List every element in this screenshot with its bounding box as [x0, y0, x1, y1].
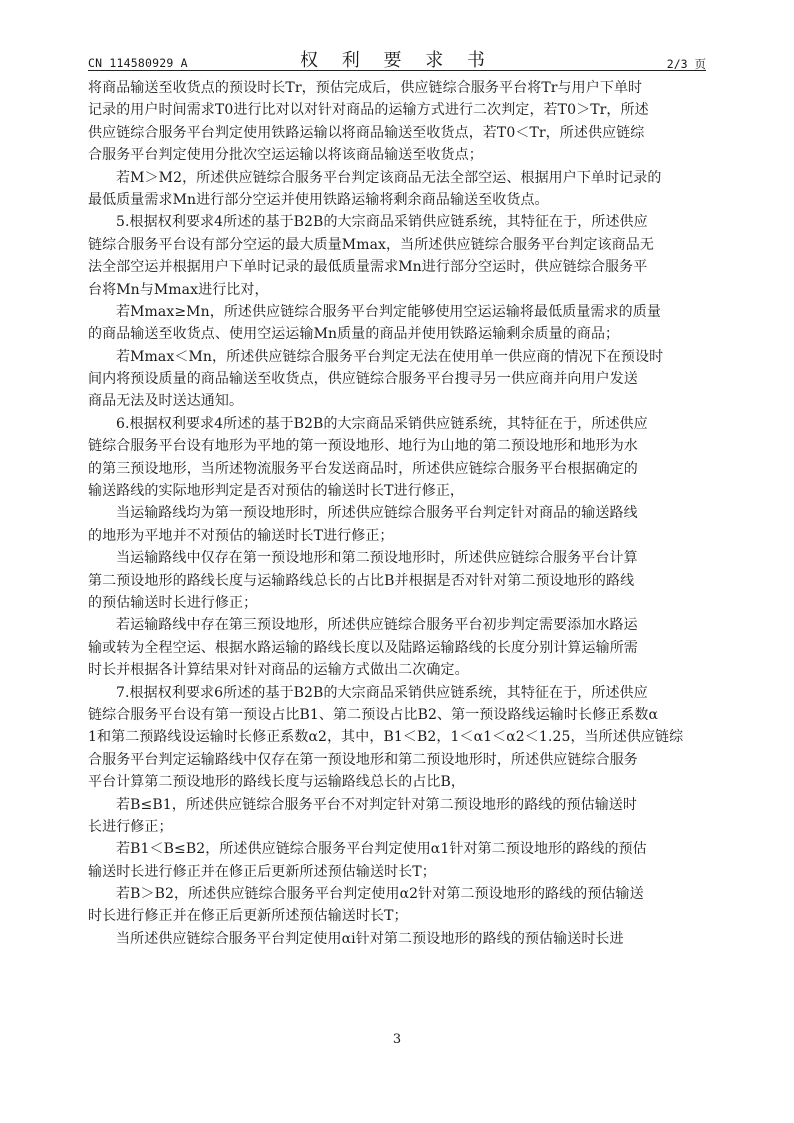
page-number: 3: [392, 1032, 402, 1047]
text-line: 的第三预设地形，当所述物流服务平台发送商品时，所述供应链综合服务平台根据确定的: [88, 460, 638, 477]
text-line: 输送时长进行修正并在修正后更新所述预估输送时长T；: [88, 863, 436, 880]
text-line: 若Mmax≥Mn，所述供应链综合服务平台判定能够使用空运运输将最低质量需求的质量: [116, 303, 661, 320]
patent-number: CN 114580929 A: [88, 56, 188, 70]
text-line: 间内将预设质量的商品输送至收货点，供应链综合服务平台搜寻另一供应商并向用户发送: [88, 371, 638, 388]
text-line: 若M＞M2，所述供应链综合服务平台判定该商品无法全部空运、根据用户下单时记录的: [116, 169, 662, 186]
page-indicator: 2/3 页: [666, 57, 706, 71]
text-line: 的预估输送时长进行修正；: [88, 594, 258, 611]
text-line: 若B＞B2，所述供应链综合服务平台判定使用α2针对第二预设地形的路线的预估输送: [116, 886, 644, 903]
text-line: 台将Mn与Mmax进行比对，: [88, 281, 269, 298]
text-line: 供应链综合服务平台判定使用铁路运输以将商品输送至收货点，若T0＜Tr，所述供应链综: [88, 124, 645, 141]
text-line: 7.根据权利要求6所述的基于B2B的大宗商品采销供应链系统，其特征在于，所述供应: [116, 684, 648, 701]
text-line: 记录的用户时间需求T0进行比对以对针对商品的运输方式进行二次判定，若T0＞Tr，所述: [88, 102, 649, 119]
text-line: 若B≤B1，所述供应链综合服务平台不对判定针对第二预设地形的路线的预估输送时: [116, 796, 638, 813]
text-line: 输或转为全程空运、根据水路运输的路线长度以及陆路运输路线的长度分别计算运输所需: [88, 639, 638, 656]
text-line: 当运输路线均为第一预设地形时，所述供应链综合服务平台判定针对商品的输送路线: [116, 505, 638, 522]
text-line: 若运输路线中存在第三预设地形，所述供应链综合服务平台初步判定需要添加水路运: [116, 617, 638, 634]
text-line: 合服务平台判定运输路线中仅存在第一预设地形和第二预设地形时，所述供应链综合服务: [88, 751, 638, 768]
text-line: 链综合服务平台设有第一预设占比B1、第二预设占比B2、第一预设路线运输时长修正系数α: [88, 706, 659, 723]
text-line: 平台计算第二预设地形的路线长度与运输路线总长的占比B，: [88, 774, 465, 791]
text-line: 长进行修正；: [88, 818, 173, 835]
text-line: 当所述供应链综合服务平台判定使用αi针对第二预设地形的路线的预估输送时长进: [116, 930, 624, 947]
claims-body: [88, 77, 706, 950]
text-line: 将商品输送至收货点的预设时长Tr，预估完成后，供应链综合服务平台将Tr与用户下单时: [88, 80, 643, 96]
text-line: 时长并根据各计算结果对针对商品的运输方式做出二次确定。: [88, 662, 469, 679]
text-line: 第二预设地形的路线长度与运输路线总长的占比B并根据是否对针对第二预设地形的路线: [88, 572, 635, 589]
text-line: 5.根据权利要求4所述的基于B2B的大宗商品采销供应链系统，其特征在于，所述供应: [116, 214, 648, 231]
text-line: 链综合服务平台设有地形为平地的第一预设地形、地行为山地的第二预设地形和地形为水: [88, 438, 638, 455]
header-divider: [88, 70, 706, 71]
text-line: 合服务平台判定使用分批次空运运输以将该商品输送至收货点；: [88, 147, 483, 164]
document-title: 权 利 要 求 书: [300, 50, 494, 71]
text-line: 若Mmax＜Mn，所述供应链综合服务平台判定无法在使用单一供应商的情况下在预设时: [116, 348, 664, 365]
text-line: 1和第二预路线设运输时长修正系数α2，其中，B1＜B2，1＜α1＜α2＜1.25，当所述供应链综: [88, 729, 684, 746]
text-line: 商品无法及时送达通知。: [88, 393, 244, 410]
text-line: 时长进行修正并在修正后更新所述预估输送时长T；: [88, 908, 408, 925]
text-line: 法全部空运并根据用户下单时记录的最低质量需求Mn进行部分空运时，供应链综合服务平: [88, 259, 648, 276]
text-line: 的地形为平地并不对预估的输送时长T进行修正；: [88, 527, 394, 544]
text-line: 当运输路线中仅存在第一预设地形和第二预设地形时，所述供应链综合服务平台计算: [116, 550, 638, 567]
text-line: 若B1＜B≤B2，所述供应链综合服务平台判定使用α1针对第二预设地形的路线的预估: [116, 841, 647, 858]
text-line: 最低质量需求Mn进行部分空运并使用铁路运输将剩余商品输送至收货点。: [88, 191, 549, 208]
text-line: 6.根据权利要求4所述的基于B2B的大宗商品采销供应链系统，其特征在于，所述供应: [116, 415, 648, 432]
text-line: 输送路线的实际地形判定是否对预估的输送时长T进行修正，: [88, 483, 465, 500]
text-line: 的商品输送至收货点、使用空运运输Mn质量的商品并使用铁路运输剩余质量的商品；: [88, 326, 620, 343]
text-line: 链综合服务平台设有部分空运的最大质量Mmax，当所述供应链综合服务平台判定该商品无: [88, 236, 654, 253]
